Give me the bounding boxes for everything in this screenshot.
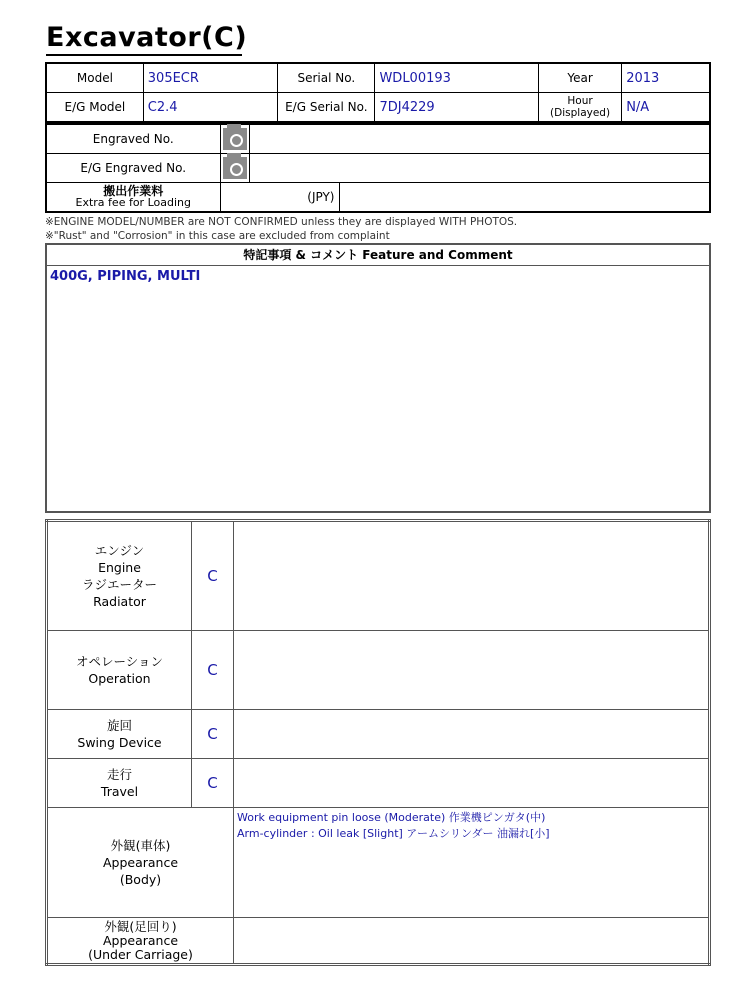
engraved-table [45, 123, 711, 213]
eg-serial-value: 7DJ4229 [375, 93, 538, 123]
hour-value: N/A [622, 93, 710, 123]
loading-fee-label-en: Extra fee for Loading [75, 196, 191, 209]
condition-category [47, 759, 192, 808]
condition-category [47, 710, 192, 759]
condition-comment [234, 710, 710, 759]
category-line: Operation [88, 671, 151, 686]
model-value: 305ECR [143, 63, 277, 93]
hour-label [538, 93, 621, 123]
category-line: Radiator [93, 594, 146, 609]
eg-engraved-value [249, 154, 710, 183]
condition-row [47, 631, 710, 710]
year-value: 2013 [622, 63, 710, 93]
serial-label: Serial No. [278, 63, 375, 93]
condition-category [47, 918, 234, 965]
condition-row [47, 808, 710, 918]
camera-icon[interactable] [223, 128, 247, 150]
note-engine: ※ENGINE MODEL/NUMBER are NOT CONFIRMED unless they are displayed WITH PHOTOS. [45, 216, 518, 228]
feature-comment-header: 特記事項 & コメント Feature and Comment [47, 245, 709, 266]
hour-label-line1: Hour [567, 95, 593, 107]
feature-comment-text: 400G, PIPING, MULTI [50, 269, 201, 284]
eg-model-value: C2.4 [143, 93, 277, 123]
feature-comment-box [45, 243, 711, 513]
note-rust: ※"Rust" and "Corrosion" in this case are excluded from complaint [45, 230, 390, 242]
category-line: 旋回 [106, 718, 132, 733]
condition-comment [234, 521, 710, 631]
year-label: Year [538, 63, 621, 93]
category-line: Travel [100, 784, 139, 799]
condition-row [47, 521, 710, 631]
comment-line: Arm-cylinder : Oil leak [Slight] アームシリンダー 油漏れ[小] [237, 827, 550, 840]
title-underline [46, 54, 242, 56]
category-line: Swing Device [77, 735, 162, 750]
condition-comment [234, 759, 710, 808]
serial-value: WDL00193 [375, 63, 538, 93]
condition-grade: C [192, 759, 234, 808]
loading-fee-label [46, 183, 220, 213]
comment-line: Work equipment pin loose (Moderate) 作業機ピンガタ(中) [237, 811, 546, 824]
eg-model-label: E/G Model [46, 93, 143, 123]
category-line: Appearance [102, 855, 179, 870]
model-label: Model [46, 63, 143, 93]
engraved-photo-cell[interactable] [220, 124, 249, 154]
eg-engraved-label: E/G Engraved No. [46, 154, 220, 183]
category-line: オペレーション [75, 654, 163, 669]
category-line: エンジン [94, 543, 145, 558]
condition-table [45, 519, 711, 966]
engraved-label: Engraved No. [46, 124, 220, 154]
condition-grade: C [192, 710, 234, 759]
loading-fee-unit: (JPY) [220, 183, 339, 213]
eg-serial-label: E/G Serial No. [278, 93, 375, 123]
eg-engraved-photo-cell[interactable] [220, 154, 249, 183]
loading-fee-value [339, 183, 710, 213]
condition-comment [234, 918, 710, 965]
condition-category [47, 521, 192, 631]
condition-category [47, 808, 234, 918]
category-line: Engine [98, 560, 141, 575]
category-line: (Body) [119, 872, 162, 887]
condition-row [47, 710, 710, 759]
condition-comment [234, 631, 710, 710]
category-line: ラジエーター [81, 577, 157, 592]
category-line: (Under Carriage) [88, 946, 193, 962]
condition-category [47, 631, 192, 710]
condition-grade: C [192, 521, 234, 631]
page-title: Excavator(C) [46, 22, 248, 53]
engraved-value [249, 124, 710, 154]
machine-info-table [45, 62, 711, 123]
disclaimer-notes [45, 215, 517, 243]
category-line: 外観(足回り) [104, 918, 177, 934]
category-line: 走行 [106, 767, 132, 782]
category-line: 外観(車体) [110, 838, 171, 853]
condition-row [47, 918, 710, 965]
condition-grade: C [192, 631, 234, 710]
condition-comment [234, 808, 710, 918]
category-line: Appearance [102, 932, 179, 948]
condition-row [47, 759, 710, 808]
loading-fee-label-jp: 搬出作業料 [103, 184, 164, 198]
hour-label-line2: (Displayed) [550, 107, 611, 119]
camera-icon[interactable] [223, 157, 247, 179]
